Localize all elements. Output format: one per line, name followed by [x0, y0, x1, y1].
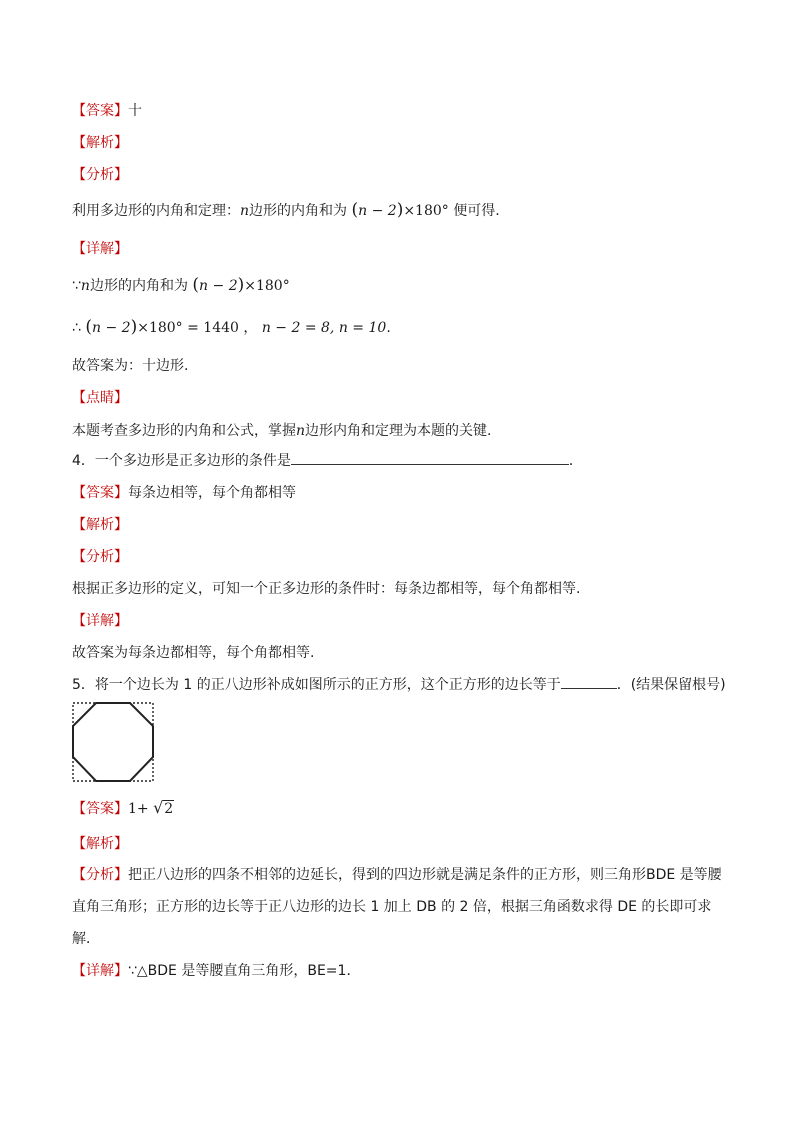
formula-inner: n − 2 — [92, 320, 131, 336]
calc-2: n − 2 = 8, n = 10 — [261, 320, 387, 336]
calc-tail: ×180° = 1440 ， — [137, 320, 258, 336]
q4-xiangjie-text: 故答案为每条边都相等，每个角都相等. — [72, 645, 315, 661]
q5-question — [72, 676, 726, 694]
q4-xiangjie-tag: 【详解】 — [72, 613, 128, 629]
q3-conclusion: 故答案为：十边形. — [72, 358, 189, 374]
q3-jiexi-tag: 【解析】 — [72, 135, 128, 151]
paren-close: ) — [396, 200, 404, 220]
q4-fenxi-text: 根据正多边形的定义，可知一个正多边形的条件时：每条边都相等，每个角都相等. — [72, 581, 581, 597]
q5-fenxi-line-3: 解． — [72, 931, 100, 947]
because-symbol: ∵ — [72, 278, 81, 294]
q4-question — [72, 452, 583, 470]
q3-therefore-line — [72, 318, 391, 337]
xiangjie-text: ∵△BDE 是等腰直角三角形，BE=1． — [128, 963, 361, 979]
therefore-symbol: ∴ — [72, 320, 81, 336]
var-n: n — [240, 203, 250, 219]
octagon-in-square-figure — [72, 702, 154, 786]
fenxi-text-3: 便可得. — [448, 203, 500, 219]
q3-xiangjie-tag: 【详解】 — [72, 241, 128, 257]
var-n: n — [80, 278, 90, 294]
octagon-diagram — [72, 702, 154, 782]
sqrt-expression — [153, 799, 174, 818]
paren-open: ( — [85, 317, 93, 337]
fenxi-text-1: 把正八边形的四条不相邻的边延长，得到的四边形就是满足条件的正方形，则三角形BDE 是等腰 — [128, 867, 722, 883]
octagon — [73, 703, 153, 781]
xiangjie-tag: 【详解】 — [72, 963, 128, 979]
line2-text: 边形的内角和为 — [89, 278, 188, 294]
answer-text: 每条边相等，每个角都相等 — [128, 485, 296, 501]
q4-jiexi-tag: 【解析】 — [72, 517, 128, 533]
q5-fenxi-line-1 — [72, 866, 722, 884]
dianjing-text-2: 边形内角和定理为本题的关键. — [305, 423, 492, 439]
q5-fenxi-line-2: 直角三角形；正方形的边长等于正八边形的边长 1 加上 DB 的 2 倍，根据三角函数求得 DE 的长即可求 — [72, 899, 712, 915]
answer-tag: 【答案】 — [72, 485, 128, 501]
radical-sign-icon: √ — [153, 798, 164, 817]
answer-tag: 【答案】 — [72, 103, 128, 119]
formula-inner: n − 2 — [199, 278, 238, 294]
answer-blank — [291, 452, 569, 465]
answer-blank — [561, 676, 617, 689]
fenxi-text-1: 利用多边形的内角和定理： — [72, 203, 240, 219]
paren-open: ( — [351, 200, 359, 220]
var-n: n — [296, 423, 306, 439]
paren-close: ) — [130, 317, 138, 337]
q4-answer-line — [72, 484, 296, 502]
formula-tail: ×180° — [403, 203, 449, 219]
calc-dot: . — [386, 320, 391, 336]
formula-inner: n − 2 — [358, 203, 397, 219]
q4-question-end: ． — [568, 453, 583, 469]
q3-dianjing-text — [72, 422, 491, 440]
q3-answer-line — [72, 102, 142, 120]
radicand: 2 — [164, 801, 174, 817]
q5-question-end: ．(结果保留根号) — [616, 677, 726, 693]
q5-jiexi-tag: 【解析】 — [72, 836, 128, 852]
q4-question-text: 4．一个多边形是正多边形的条件是 — [72, 453, 291, 469]
answer-prefix: 1+ — [128, 801, 149, 817]
q3-fenxi-text — [72, 201, 500, 220]
q5-xiangjie-line — [72, 962, 360, 980]
answer-tag: 【答案】 — [72, 801, 128, 817]
q5-question-text: 5．将一个边长为 1 的正八边形补成如图所示的正方形，这个正方形的边长等于 — [72, 677, 561, 693]
fenxi-text-2: 边形的内角和为 — [249, 203, 348, 219]
formula-tail: ×180° — [244, 278, 290, 294]
dianjing-text-1: 本题考查多边形的内角和公式，掌握 — [72, 423, 296, 439]
q5-answer-line — [72, 799, 174, 818]
paren-open: ( — [192, 275, 200, 295]
fenxi-tag: 【分析】 — [72, 867, 128, 883]
answer-text: 十 — [128, 103, 142, 119]
q3-dianjing-tag: 【点睛】 — [72, 390, 128, 406]
q3-because-line — [72, 276, 290, 295]
q4-fenxi-tag: 【分析】 — [72, 549, 128, 565]
paren-close: ) — [237, 275, 245, 295]
q3-fenxi-tag: 【分析】 — [72, 167, 128, 183]
